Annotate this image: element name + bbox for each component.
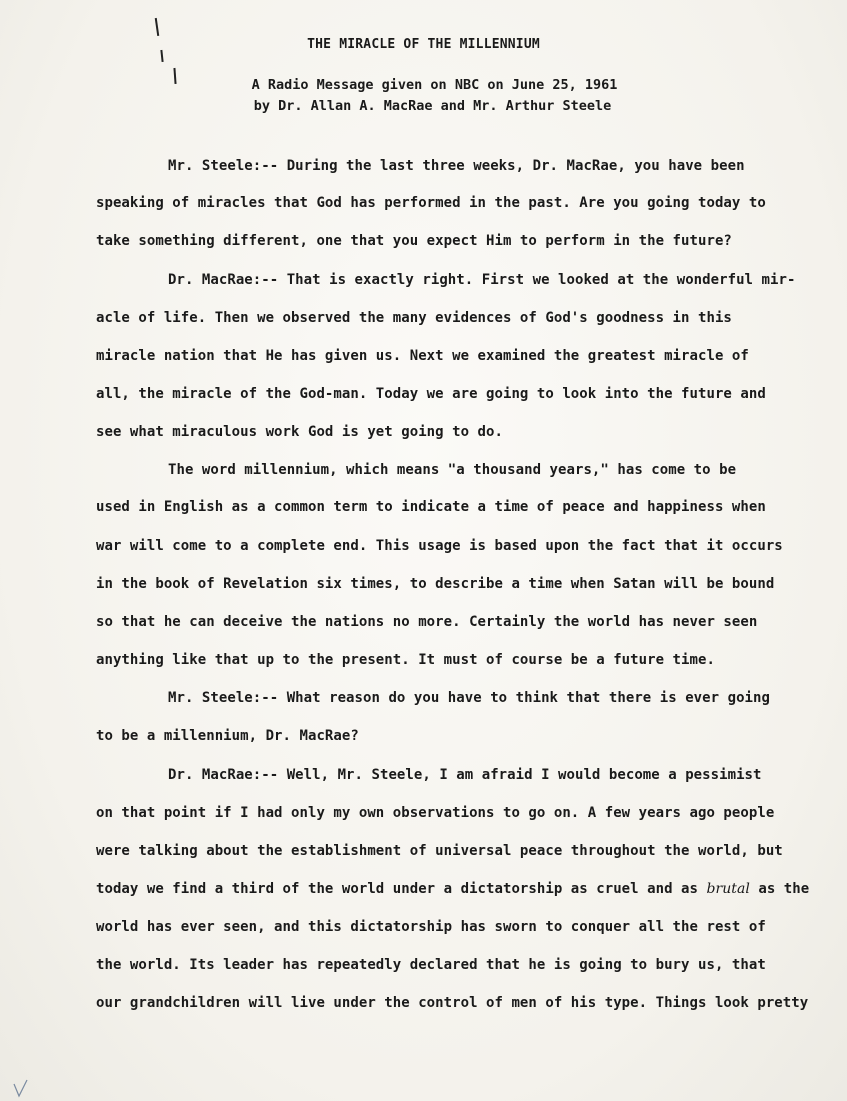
text-line: The word millennium, which means "a thousand years," has come to be [168, 462, 737, 478]
text-line: acle of life. Then we observed the many evidences of God's goodness in this [96, 310, 732, 326]
text-line: see what miraculous work God is yet going to do. [96, 424, 503, 440]
text-line: Dr. MacRae:-- That is exactly right. First we looked at the wonderful mir- [168, 272, 796, 288]
document-title: THE MIRACLE OF THE MILLENNIUM [307, 37, 540, 52]
text-line: Dr. MacRae:-- Well, Mr. Steele, I am afraid I would become a pessimist [168, 767, 762, 783]
text-line: take something different, one that you expect Him to perform in the future? [96, 233, 732, 249]
text-line: our grandchildren will live under the control of men of his type. Things look pretty [96, 995, 809, 1011]
text-line: were talking about the establishment of universal peace throughout the world, but [96, 843, 783, 859]
pencil-check-mark [12, 1078, 30, 1098]
text-line: so that he can deceive the nations no more. Certainly the world has never seen [96, 614, 758, 630]
text-line: speaking of miracles that God has performed in the past. Are you going today to [96, 195, 766, 211]
text-line: Mr. Steele:-- What reason do you have to think that there is ever going [168, 690, 770, 706]
document-subtitle: A Radio Message given on NBC on June 25, 1961 [251, 77, 618, 93]
text-line: used in English as a common term to indicate a time of peace and happiness when [96, 499, 766, 515]
text-segment: today we find a third of the world under a dictatorship as cruel and as [96, 881, 707, 897]
text-line: miracle nation that He has given us. Next we examined the greatest miracle of [96, 348, 749, 364]
document-byline: by Dr. Allan A. MacRae and Mr. Arthur Steele [253, 98, 612, 114]
text-line: war will come to a complete end. This usage is based upon the fact that it occurs [96, 538, 783, 554]
margin-mark [155, 18, 159, 36]
text-line: the world. Its leader has repeatedly declared that he is going to bury us, that [96, 957, 766, 973]
italic-word: brutal [706, 881, 750, 897]
text-line: Mr. Steele:-- During the last three weeks, Dr. MacRae, you have been [168, 158, 745, 174]
text-line: in the book of Revelation six times, to describe a time when Satan will be bound [96, 576, 775, 592]
text-line: world has ever seen, and this dictatorship has sworn to conquer all the rest of [96, 919, 766, 935]
text-segment: as the [749, 881, 810, 897]
text-line: all, the miracle of the God-man. Today we are going to look into the future and [96, 386, 766, 402]
text-line: anything like that up to the present. It must of course be a future time. [96, 652, 715, 668]
text-line-mixed [96, 881, 810, 897]
text-line: on that point if I had only my own observations to go on. A few years ago people [96, 805, 775, 821]
text-line: to be a millennium, Dr. MacRae? [96, 728, 359, 744]
